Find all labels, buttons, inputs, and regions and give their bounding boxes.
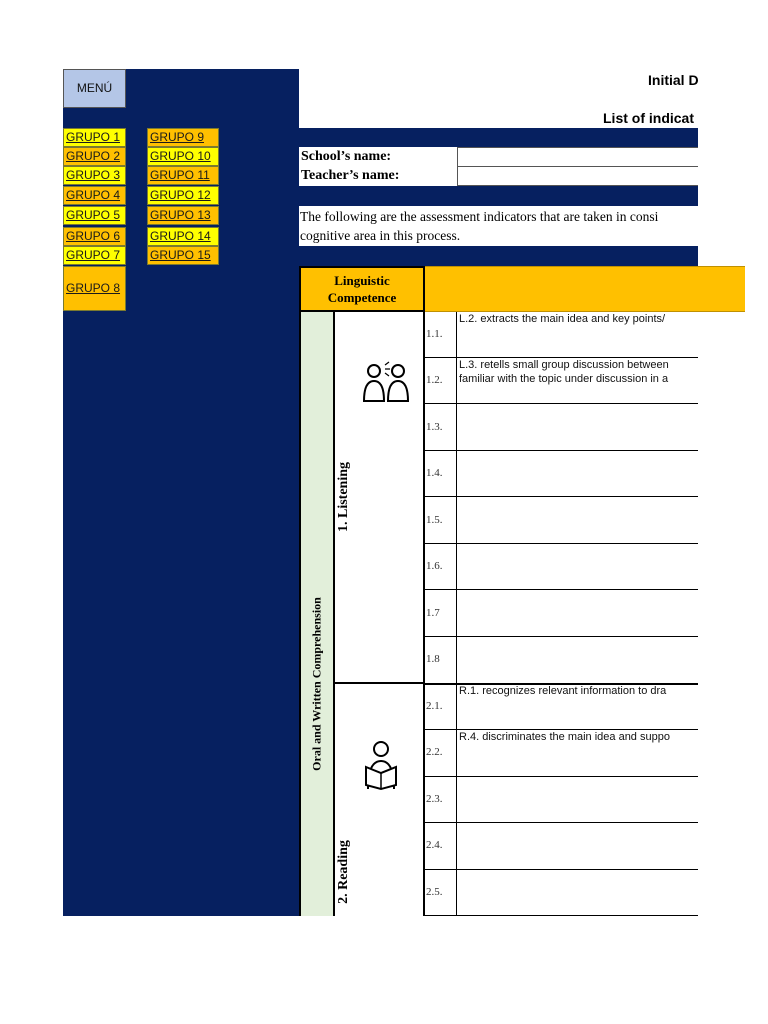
header-band-3 <box>299 246 698 266</box>
row-divider <box>425 822 698 823</box>
indicator-text: R.1. recognizes relevant information to dra <box>459 685 667 697</box>
row-number: 1.8 <box>426 653 440 665</box>
group-link-12[interactable]: GRUPO 12 <box>147 186 219 205</box>
competence-header-bar <box>425 266 745 312</box>
indicator-text: L.3. retells small group discussion between <box>459 359 669 371</box>
row-number: 2.1. <box>426 700 443 712</box>
row-number: 2.5. <box>426 886 443 898</box>
row-divider <box>425 589 698 590</box>
listening-icon <box>361 357 411 407</box>
row-divider <box>425 729 698 730</box>
listening-label: 1. Listening <box>336 461 351 533</box>
teacher-name-field[interactable] <box>457 166 698 186</box>
group-link-15[interactable]: GRUPO 15 <box>147 246 219 265</box>
indicator-text[interactable] <box>459 452 697 495</box>
indicator-text: L.2. extracts the main idea and key points/ <box>459 313 666 325</box>
indicator-text[interactable] <box>459 778 697 821</box>
indicator-text: familiar with the topic under discussion in a <box>459 373 669 385</box>
page-subtitle: List of indicat <box>603 110 694 126</box>
header-band-2 <box>299 186 698 206</box>
row-divider <box>425 543 698 544</box>
competence-header-label: Linguistic Competence <box>327 273 397 305</box>
reading-label: 2. Reading <box>336 840 351 904</box>
teacher-name-label: Teacher’s name: <box>301 168 400 183</box>
competence-header <box>299 266 425 312</box>
page-title: Initial D <box>648 72 699 88</box>
row-divider <box>425 403 698 404</box>
header-band-1 <box>299 128 698 147</box>
row-divider <box>425 636 698 637</box>
indicator-text[interactable] <box>459 871 697 914</box>
row-number: 2.4. <box>426 839 443 851</box>
intro-text-line-2: cognitive area in this process. <box>300 228 461 243</box>
row-divider <box>425 915 698 916</box>
group-link-1[interactable]: GRUPO 1 <box>63 128 126 147</box>
group-link-3[interactable]: GRUPO 3 <box>63 166 126 185</box>
group-link-13[interactable]: GRUPO 13 <box>147 206 219 225</box>
row-number: 1.4. <box>426 467 443 479</box>
group-link-10[interactable]: GRUPO 10 <box>147 147 219 166</box>
row-divider <box>425 450 698 451</box>
group-link-5[interactable]: GRUPO 5 <box>63 206 126 225</box>
reading-icon <box>362 739 400 791</box>
indicator-text[interactable] <box>459 824 697 868</box>
row-number: 2.2. <box>426 746 443 758</box>
group-link-4[interactable]: GRUPO 4 <box>63 186 126 205</box>
indicator-text[interactable] <box>459 545 697 588</box>
school-name-field[interactable] <box>457 147 698 167</box>
area-label: Oral and Written Comprehension <box>309 597 324 771</box>
group-link-7[interactable]: GRUPO 7 <box>63 246 126 265</box>
group-link-6[interactable]: GRUPO 6 <box>63 227 126 246</box>
indicator-text[interactable] <box>459 405 697 449</box>
row-divider <box>425 357 698 358</box>
intro-text-line-1: The following are the assessment indicators that are taken in consi <box>300 209 659 224</box>
row-divider <box>425 776 698 777</box>
group-link-14[interactable]: GRUPO 14 <box>147 227 219 246</box>
menu-button[interactable]: MENÚ <box>63 69 126 108</box>
row-number: 2.3. <box>426 793 443 805</box>
indicator-text[interactable] <box>459 591 697 635</box>
row-number: 1.2. <box>426 374 443 386</box>
row-number: 1.3. <box>426 421 443 433</box>
indicator-text: R.4. discriminates the main idea and suppo <box>459 731 670 743</box>
group-link-2[interactable]: GRUPO 2 <box>63 147 126 166</box>
row-number: 1.5. <box>426 514 443 526</box>
group-link-9[interactable]: GRUPO 9 <box>147 128 219 147</box>
row-divider <box>425 869 698 870</box>
group-link-11[interactable]: GRUPO 11 <box>147 166 219 185</box>
row-number: 1.1. <box>426 328 443 340</box>
row-number: 1.6. <box>426 560 443 572</box>
group-link-8[interactable]: GRUPO 8 <box>63 266 126 311</box>
indicator-text[interactable] <box>459 638 697 682</box>
row-number: 1.7 <box>426 607 440 619</box>
indicator-text[interactable] <box>459 498 697 542</box>
row-divider <box>425 496 698 497</box>
school-name-label: School’s name: <box>301 149 392 164</box>
